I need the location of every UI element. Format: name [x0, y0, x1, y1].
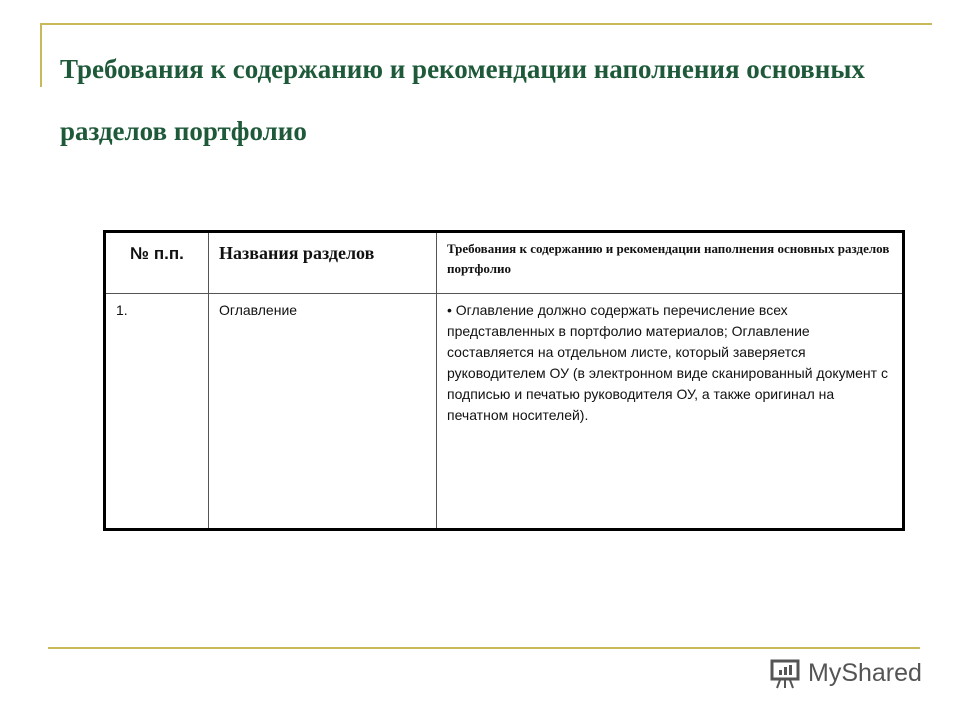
logo: [768, 656, 922, 690]
row-number: 1.: [105, 294, 209, 530]
row-requirements: • Оглавление должно содержать перечисление всех представленных в портфолио материалов; Оглавление составляется на отдельном листе, который заверяется руководителем ОУ (в электронном виде сканированный документ с подписью и печатью руководителя ОУ, а также оригинал на печатном носителей).: [437, 294, 904, 530]
top-divider: [40, 23, 932, 25]
header-number: № п.п.: [105, 232, 209, 294]
presentation-board-icon: [768, 656, 802, 690]
table-header-row: [105, 232, 904, 294]
header-requirements: Требования к содержанию и рекомендации наполнения основных разделов портфолио: [437, 232, 904, 294]
bottom-divider: [48, 647, 920, 649]
page-title: Требования к содержанию и рекомендации наполнения основных разделов портфолио: [60, 54, 865, 146]
row-section-name: Оглавление: [209, 294, 437, 530]
left-divider: [40, 23, 42, 87]
requirements-table: [103, 230, 905, 531]
logo-text: MyShared: [808, 658, 922, 687]
header-section-names: Названия разделов: [209, 232, 437, 294]
table-row: [105, 294, 904, 530]
